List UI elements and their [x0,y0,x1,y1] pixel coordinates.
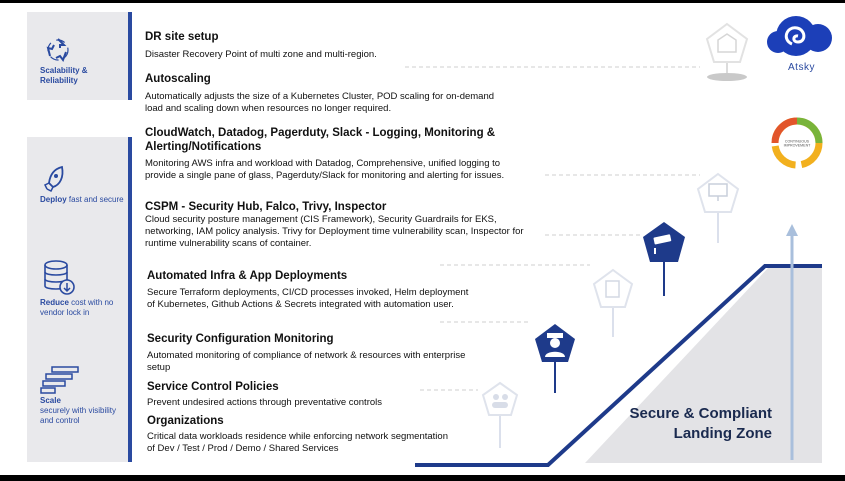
landing-zone-line2: Landing Zone [673,425,772,442]
item-title: DR site setup [145,31,219,43]
pillar-rest: cost with no vendor lock in [40,298,114,317]
cloud-swirl-logo-icon [767,16,832,56]
continuous-improvement-icon [770,116,824,170]
item-desc: Critical data workloads residence while enforcing network segmentation of Dev / Test / Prod / Demo / Shared Services [147,431,448,454]
marker-people-group [483,383,517,448]
logo-text: Atsky [788,62,815,73]
badge-text-line: CONTINUOUS [784,139,810,144]
pillar-bold: Reduce [40,298,69,307]
item-automated-deployments [147,269,477,311]
pillar-bold: Scalability & [40,66,88,75]
pillar-rest: Reliability [40,76,78,85]
pillar-rest: securely with visibility and control [40,406,117,425]
item-service-control-policies [147,380,477,409]
item-desc: Cloud security posture management (CIS Framework), Security Guardrails for EKS, networking, IAM policy analysis. Trivy for Deployment time vulnerability scan, Inspector for runtime vulnerability scans of container. [145,214,524,249]
item-desc: Monitoring AWS infra and workload with Datadog, Comprehensive, unified logging to provide a single pane of glass, Pagerduty/Slack for monitoring and alerting for issues. [145,158,505,181]
item-cspm [145,200,545,250]
pillar-bold: Scale [40,396,61,405]
item-desc: Automated monitoring of compliance of network & resources with enterprise setup [147,350,466,373]
marker-building [707,24,747,81]
marker-monitor [698,174,738,243]
growth-arrow-head [786,224,798,236]
item-title: Service Control Policies [147,381,279,393]
item-title: Security Configuration Monitoring [147,333,334,345]
item-desc: Secure Terraform deployments, CI/CD processes invoked, Helm deployment of Kubernetes, Github Actions & Secrets integrated with automation user. [147,287,469,310]
item-security-config-monitoring [147,332,477,374]
pillar-bold: Deploy [40,195,67,204]
landing-zone-line1: Secure & Compliant [629,405,772,422]
landing-zone-label [600,404,772,444]
item-title: Automated Infra & App Deployments [147,270,348,282]
item-autoscaling [145,72,495,115]
item-dr-site-setup [145,30,545,61]
badge-text-line: IMPROVEMENT [783,143,811,148]
marker-police-officer [535,324,575,393]
marker-document [594,270,632,337]
item-desc: Prevent undesired actions through preventative controls [147,397,382,408]
item-title: CSPM - Security Hub, Falco, Trivy, Inspector [145,201,387,213]
item-logging-monitoring [145,126,530,182]
marker-cctv-camera [643,222,685,296]
item-title: Organizations [147,415,224,427]
item-organizations [147,414,457,455]
item-desc: Disaster Recovery Point of multi zone and multi-region. [145,49,377,60]
item-title: Autoscaling [145,73,211,85]
pillar-rest: fast and secure [68,195,124,204]
item-desc: Automatically adjusts the size of a Kubernetes Cluster, POD scaling for on-demand load and scaling down when resources no longer required. [145,91,495,114]
item-title: CloudWatch, Datadog, Pagerduty, Slack - Logging, Monitoring & Alerting/Notifications [145,127,496,153]
